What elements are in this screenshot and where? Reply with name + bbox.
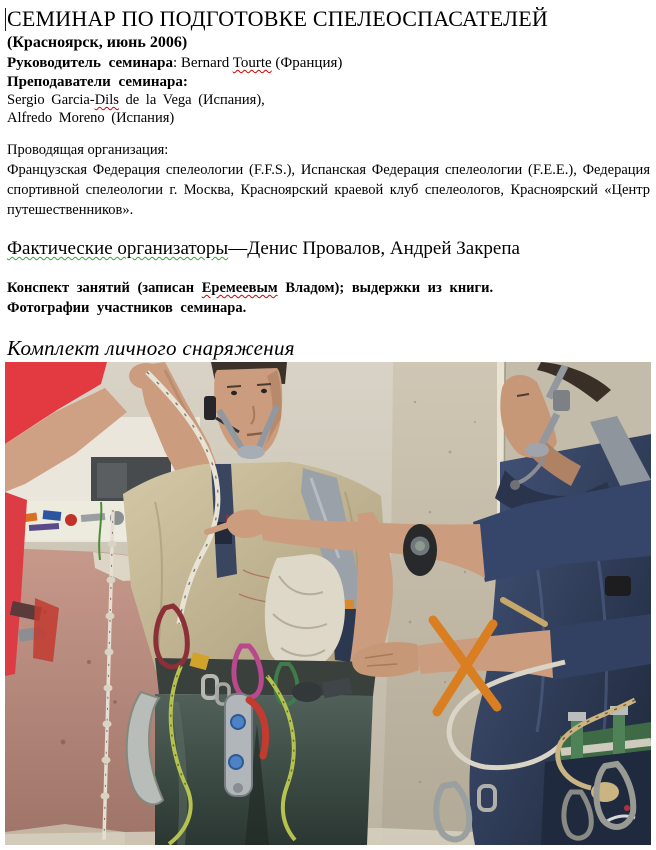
- organization-body: Французская Федерация спелеологии (F.F.S.), Испанская Федерация спелеологии (F.E.E.), Федерация спортивной спелеологии г. Москва, Красноярский краевой клуб спелеологов, Красноярский «Центр путешественников».: [7, 162, 650, 218]
- teacher-line-1: [7, 92, 650, 109]
- organizers-rest: —Денис Провалов, Андрей Закрепа: [228, 238, 520, 259]
- teacher-line-2: Alfredo Moreno (Испания): [7, 109, 175, 126]
- notes-line1-pre: Конспект занятий (записан: [7, 280, 202, 296]
- notes-block: [7, 279, 650, 318]
- leader-name-flagged: Tourte: [232, 55, 272, 71]
- teacher1-pre: Sergio Garcia-: [7, 92, 95, 108]
- title-row: [7, 5, 650, 32]
- section-heading: Комплект личного снаряжения: [7, 336, 295, 360]
- text-cursor: [5, 8, 6, 31]
- organizers-flagged: Фактические организаторы: [7, 238, 229, 259]
- leader-label: Руководитель семинара: [7, 55, 173, 71]
- teacher1-flagged: Dils: [94, 92, 119, 108]
- document-body: [0, 0, 656, 361]
- rope-bag: [265, 554, 345, 669]
- notes-line1-flagged: Еремеевым: [201, 280, 278, 296]
- leader-name-post: (Франция): [271, 55, 343, 71]
- leader-sep: :: [173, 55, 181, 71]
- notes-line1-post: Владом); выдержки из книги.: [277, 280, 494, 296]
- location-line: (Красноярск, июнь 2006): [7, 34, 188, 51]
- photo-illustration: [5, 362, 651, 845]
- photo: [5, 362, 651, 845]
- leader-line: [7, 54, 650, 72]
- teachers-label: Преподаватели семинара:: [7, 74, 188, 90]
- leader-name: Bernard: [180, 55, 233, 71]
- page-title: СЕМИНАР ПО ПОДГОТОВКЕ СПЕЛЕОСПАСАТЕЛЕЙ: [7, 6, 548, 31]
- notes-line-1: [7, 279, 650, 299]
- teacher1-post: de la Vega (Испания),: [118, 92, 265, 108]
- left-caver-torso: [123, 462, 387, 674]
- organizers-line: [7, 237, 650, 261]
- organization-label: Проводящая организация:: [7, 142, 169, 158]
- notes-line-2: Фотографии участников семинара.: [7, 299, 247, 316]
